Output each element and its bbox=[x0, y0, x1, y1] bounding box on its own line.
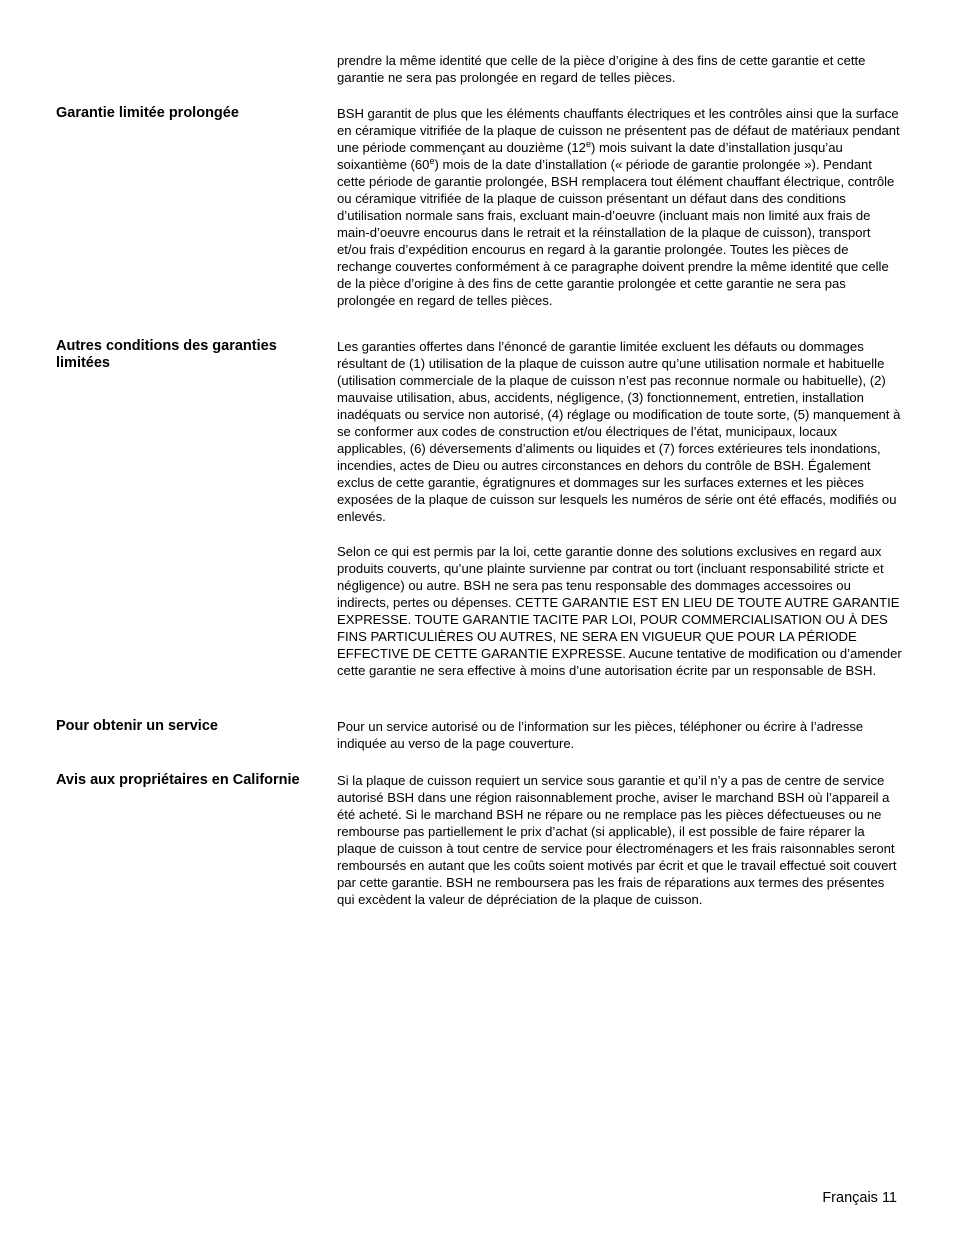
section-paragraph: Si la plaque de cuisson requiert un service sous garantie et qu’il n’y a pas de centre de service autorisé BSH dans une région raisonnablement proche, aviser le marchand BSH où l’appareil a été acheté. Si le marchand BSH ne répare ou ne remplace pas les pièces défectueuses ou ne rembourse pas partiellement le prix d’achat (si applicable), il est possible de faire réparer la plaque de cuisson à tout centre de service pour électroménagers et les frais raisonnables seront remboursés en autant que les coûts soient motivés par écrit et que le travail effectué soit couvert par cette garantie. BSH ne remboursera pas les frais de réparations aux termes des présentes qui excèdent la valeur de dépréciation de la plaque de cuisson. bbox=[337, 773, 897, 907]
section-body bbox=[337, 105, 902, 309]
section-paragraph: BSH garantit de plus que les éléments chauffants électriques et les contrôles ainsi que la surface en céramique vitrifiée de la plaque de cuisson ne présentent pas de défaut de matériaux pendant une période commençant au douzième (12e) mois suivant la date d’installation jusqu’au soixantième (60e) mois de la date d’installation (« période de garantie prolongée »). Pendant cette période de garantie prolongée, BSH remplacera tout élément chauffant électrique, contrôle ou céramique vitrifiée de la plaque de cuisson présentant un défaut dans des conditions d’utilisation normale sans frais, excluant main-d’oeuvre (incluant mais non limité aux frais de main-d’oeuvre encourus dans le retrait et la réinstallation de la plaque de cuisson), transport et/ou frais d’expédition encourus en regard à la garantie prolongée. Toutes les pièces de rechange couvertes conformément à ce paragraphe doivent prendre la même identité que celle de la pièce d’origine à des fins de cette garantie prolongée et cette garantie ne sera pas prolongée en regard de telles pièces. bbox=[337, 106, 900, 308]
page-number: Français 11 bbox=[822, 1190, 897, 1206]
section-heading: Garantie limitée prolongée bbox=[56, 105, 239, 121]
section-body bbox=[337, 772, 902, 908]
section-body bbox=[337, 338, 902, 679]
section-heading: Autres conditions des garanties limitées bbox=[56, 338, 277, 371]
section-paragraph: Pour un service autorisé ou de l’information sur les pièces, téléphoner ou écrire à l’adresse indiquée au verso de la page couverture. bbox=[337, 719, 864, 751]
section-heading: Avis aux propriétaires en Californie bbox=[56, 772, 300, 788]
intro-continuation bbox=[337, 52, 902, 86]
section-heading: Pour obtenir un service bbox=[56, 718, 218, 734]
section-paragraph: Selon ce qui est permis par la loi, cette garantie donne des solutions exclusives en regard aux produits couverts, qu’une plainte survienne par contrat ou tort (incluant responsabilité stricte et négligence) ou autre. BSH ne sera pas tenu responsable des dommages accessoires ou indirects, pertes ou dépenses. CETTE GARANTIE EST EN LIEU DE TOUTE AUTRE GARANTIE EXPRESSE. TOUTE GARANTIE TACITE PAR LOI, POUR COMMERCIALISATION OU À DES FINS PARTICULIÈRES OU AUTRES, NE SERA EN VIGUEUR QUE POUR LA PÉRIODE EFFECTIVE DE CETTE GARANTIE EXPRESSE. Aucune tentative de modification ou d’amender cette garantie ne sera effective à moins d’une autorisation écrite par un responsable de BSH. bbox=[337, 544, 902, 678]
intro-paragraph: prendre la même identité que celle de la pièce d’origine à des fins de cette garantie et cette garantie ne sera pas prolongée en regard de telles pièces. bbox=[337, 53, 866, 85]
section-body bbox=[337, 718, 902, 752]
section-paragraph: Les garanties offertes dans l’énoncé de garantie limitée excluent les défauts ou dommages résultant de (1) utilisation de la plaque de cuisson autre qu’une utilisation normale et habituelle (utilisation commerciale de la plaque de cuisson n’est pas reconnue normale ou habituelle), (2) mauvaise utilisation, abus, accidents, négligence, (3) fonctionnement, entretien, installation inadéquats ou service non autorisé, (4) réglage ou modification de toute sorte, (5) manquement à se conformer aux codes de construction et/ou électriques de l’état, municipaux, locaux applicables, (6) déversements d’aliments ou liquides et (7) forces extérieures tels inondations, incendies, actes de Dieu ou autres circonstances en dehors du contrôle de BSH. Également exclus de cette garantie, égratignures et dommages sur les surfaces externes et les pièces exposées de la plaque de cuisson sur lesquels les numéros de série ont été effacés, modifiés ou enlevés. bbox=[337, 339, 901, 524]
